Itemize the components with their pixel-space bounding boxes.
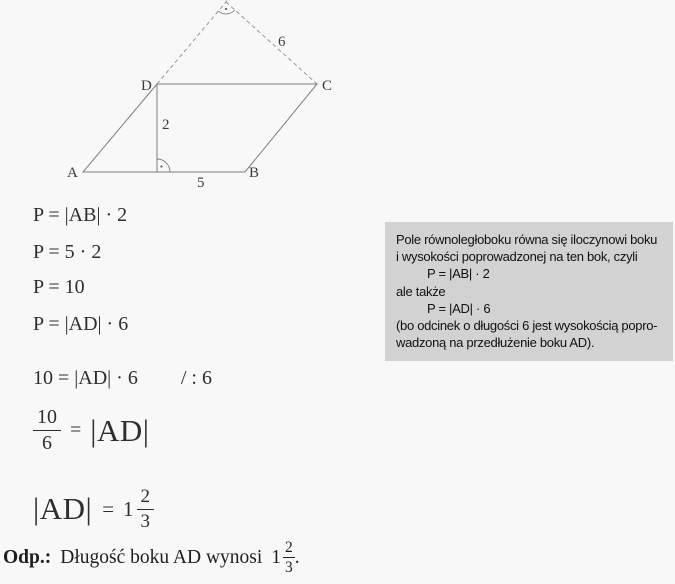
equals-sign: = <box>70 419 82 441</box>
right-angle-dot-base <box>160 165 162 167</box>
base-measure-label: 5 <box>197 175 205 191</box>
note-line: Pole równoległoboku równa się iloczynowi boku <box>396 232 658 247</box>
equation-step-1: P = |AB| · 2 <box>33 204 128 226</box>
fraction-denominator: 3 <box>285 559 293 577</box>
equation-step-2: P = 5 · 2 <box>33 241 102 263</box>
mixed-number-whole: 1 <box>271 547 282 569</box>
parallelogram-outline <box>83 84 317 172</box>
equation-step-7 <box>33 487 154 532</box>
ad-extension-dashed-line <box>157 0 228 84</box>
outer-height-dashed-line <box>226 2 317 84</box>
answer-line <box>3 540 300 577</box>
answer-text: Długość boku AD wynosi <box>60 547 263 569</box>
fraction-numerator: 10 <box>33 407 61 431</box>
note-formula-line: P = |AB| · 2 <box>427 266 490 282</box>
mixed-number-whole: 1 <box>123 496 134 521</box>
note-line: ale także <box>396 283 446 299</box>
note-line: (bo odcinek o długości 6 jest wysokością popro- <box>396 318 658 334</box>
right-angle-arc-apex <box>218 10 235 14</box>
vertex-label-a: A <box>67 165 78 181</box>
note-line: wadzoną na przedłużenie boku AD). <box>396 335 595 351</box>
note-line: i wysokości poprowadzonej na ten bok, czyli <box>396 249 638 265</box>
right-angle-arc-base <box>157 159 170 172</box>
height-measure-label: 2 <box>162 117 170 133</box>
fraction-denominator: 3 <box>140 510 151 532</box>
fraction-numerator: 2 <box>283 540 295 558</box>
equals-sign: = <box>102 496 115 521</box>
vertex-label-c: C <box>322 78 333 94</box>
parallelogram-figure <box>0 0 400 195</box>
note-box <box>385 222 673 361</box>
answer-period: . <box>294 547 300 569</box>
note-formula-line: P = |AD| · 6 <box>427 300 491 316</box>
equation-step-5 <box>33 367 212 390</box>
fraction-two-thirds <box>137 487 155 532</box>
vertex-label-b: B <box>249 165 260 181</box>
outer-height-measure-label: 6 <box>278 34 286 50</box>
fraction-ten-sixths <box>33 407 61 454</box>
fraction-denominator: 6 <box>42 432 52 454</box>
vertex-label-d: D <box>141 78 152 94</box>
answer-label: Odp.: <box>3 547 52 569</box>
segment-ad-symbol: |AD| <box>90 412 150 448</box>
fraction-numerator: 2 <box>137 487 155 510</box>
equation-step-5-operation: / : 6 <box>180 367 212 389</box>
equation-step-5-lhs: 10 = |AD| · 6 <box>33 367 138 389</box>
equation-step-3: P = 10 <box>33 276 85 298</box>
equation-step-6 <box>33 407 149 454</box>
fraction-two-thirds <box>283 540 295 577</box>
equation-step-4: P = |AD| · 6 <box>33 313 129 335</box>
segment-ad-symbol: |AD| <box>33 491 93 527</box>
right-angle-dot-apex <box>225 8 227 10</box>
